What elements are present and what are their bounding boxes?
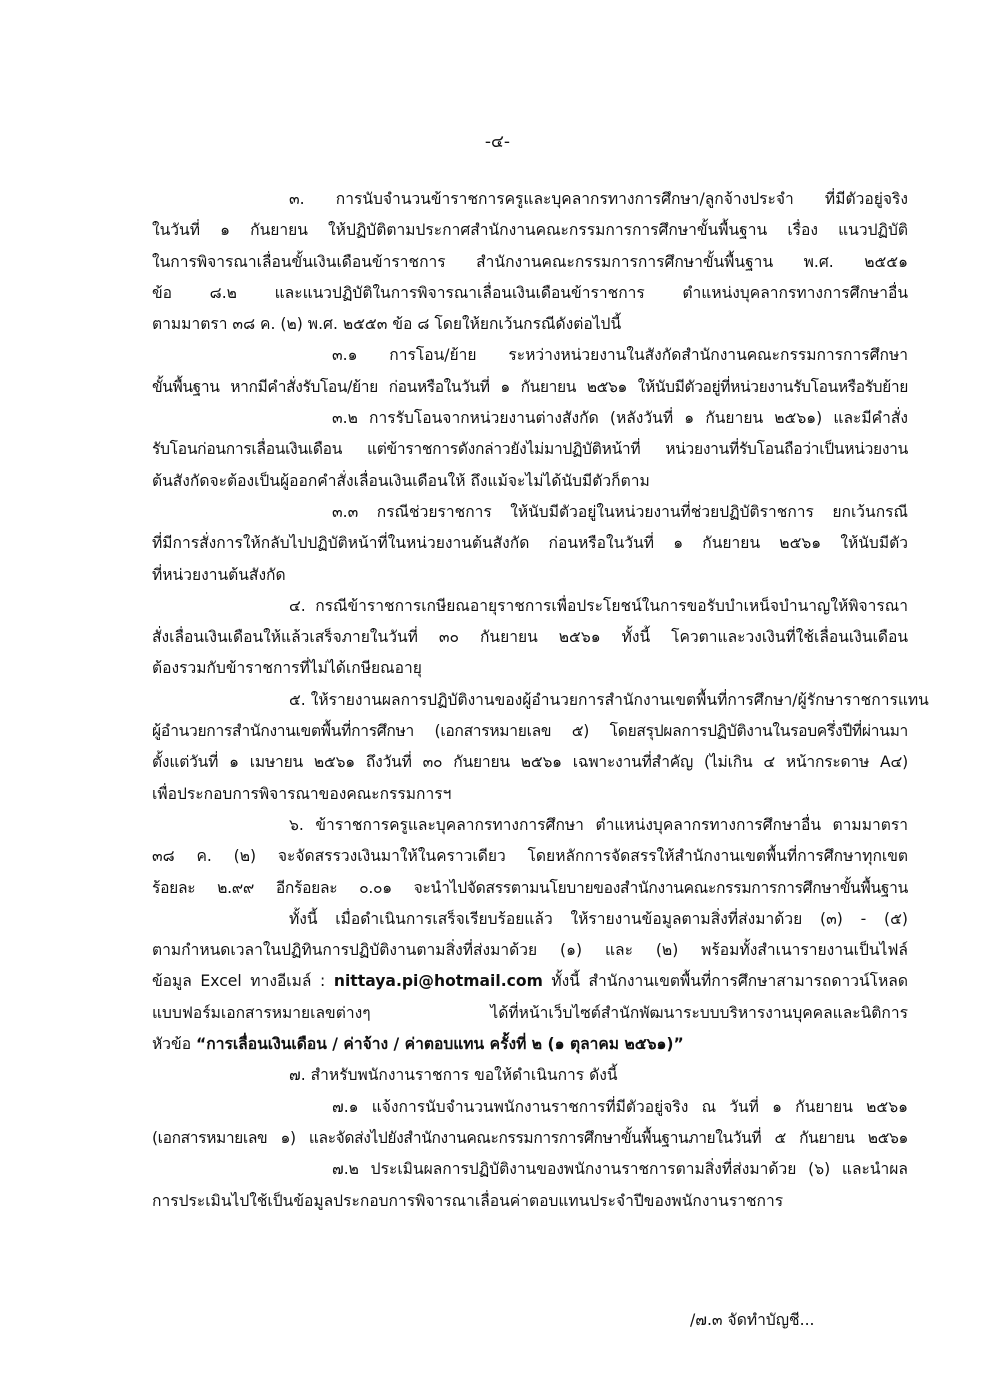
paragraph-note-line <box>152 1029 908 1060</box>
download-note: ทั้งนี้ สำนักงานเขตพื้นที่การศึกษาสามารถดาวน์โหลด <box>551 972 908 991</box>
page-number: -๔- <box>484 132 511 152</box>
paragraph-6-line: ร้อยละ ๒.๙๙ อีกร้อยละ ๐.๐๑ จะนำไปจัดสรรตามนโยบายของสำนักงานคณะกรรมการการศึกษาขั้นพื้นฐาน <box>152 878 908 897</box>
paragraph-note-line: แบบฟอร์มเอกสารหมายเลขต่างๆ ได้ที่หน้าเว็บไซต์สำนักพัฒนาระบบบริหารงานบุคคลและนิติการ <box>152 1003 908 1022</box>
paragraph-5-line: เพื่อประกอบการพิจารณาของคณะกรรมการฯ <box>152 784 452 803</box>
paragraph-3-line: ในวันที่ ๑ กันยายน ให้ปฏิบัติตามประกาศสำนักงานคณะกรรมการการศึกษาขั้นพื้นฐาน เรื่อง แนวปฏิบัติ <box>152 221 908 240</box>
paragraph-7-line: ๗. สำหรับพนักงานราชการ ขอให้ดำเนินการ ดังนี้ <box>289 1066 618 1085</box>
paragraph-3-2-line: ต้นสังกัดจะต้องเป็นผู้ออกคำสั่งเลื่อนเงินเดือนให้ ถึงแม้จะไม่ได้นับมีตัวก็ตาม <box>152 471 650 490</box>
paragraph-4-line: ต้องรวมกับข้าราชการที่ไม่ได้เกษียณอายุ <box>152 659 422 678</box>
paragraph-3-3-line: ที่มีการสั่งการให้กลับไปปฏิบัติหน้าที่ในหน่วยงานต้นสังกัด ก่อนหรือในวันที่ ๑ กันยายน ๒๕๖๑ ให้นับมีตัว <box>152 534 908 553</box>
paragraph-note-line <box>152 966 908 997</box>
paragraph-3-line: ตามมาตรา ๓๘ ค. (๒) พ.ศ. ๒๕๕๓ ข้อ ๘ โดยให้ยกเว้นกรณีดังต่อไปนี้ <box>152 315 622 334</box>
paragraph-3-2-line: รับโอนก่อนการเลื่อนเงินเดือน แต่ข้าราชการดังกล่าวยังไม่มาปฏิบัติหน้าที่ หน่วยงานที่รับโอนถือว่าเป็นหน่วยงาน <box>152 440 908 459</box>
paragraph-note-line: ทั้งนี้ เมื่อดำเนินการเสร็จเรียบร้อยแล้ว ให้รายงานข้อมูลตามสิ่งที่ส่งมาด้วย (๓) - (๕) <box>289 909 908 928</box>
paragraph-6-line: ๓๘ ค. (๒) จะจัดสรรวงเงินมาให้ในคราวเดียว โดยหลักการจัดสรรให้สำนักงานเขตพื้นที่การศึกษาทุกเขต <box>152 847 908 866</box>
continuation-note: /๗.๓ จัดทำบัญชี... <box>690 1311 815 1329</box>
topic-label: หัวข้อ <box>152 1035 192 1054</box>
paragraph-4-line: ๔. กรณีข้าราชการเกษียณอายุราชการเพื่อประโยชน์ในการขอรับบำเหน็จบำนาญให้พิจารณา <box>289 596 908 615</box>
paragraph-7-1-line: (เอกสารหมายเลข ๑) และจัดส่งไปยังสำนักงานคณะกรรมการการศึกษาขั้นพื้นฐานภายในวันที่ ๕ กันยายน ๒๕๖๑ <box>152 1128 908 1147</box>
paragraph-7-1-line: ๗.๑ แจ้งการนับจำนวนพนักงานราชการที่มีตัวอยู่จริง ณ วันที่ ๑ กันยายน ๒๕๖๑ <box>332 1097 908 1116</box>
document-body <box>152 184 929 1217</box>
paragraph-note-line: ตามกำหนดเวลาในปฏิทินการปฏิบัติงานตามสิ่งที่ส่งมาด้วย (๑) และ (๒) พร้อมทั้งสำเนารายงานเป็นไฟล์ <box>152 941 908 960</box>
paragraph-5-line: ๕. ให้รายงานผลการปฏิบัติงานของผู้อำนวยการสำนักงานเขตพื้นที่การศึกษา/ผู้รักษาราชการแทน <box>289 690 929 709</box>
email-label: ข้อมูล Excel ทางอีเมล์ : <box>152 972 326 991</box>
paragraph-4-line: สั่งเลื่อนเงินเดือนให้แล้วเสร็จภายในวันที่ ๓๐ กันยายน ๒๕๖๑ ทั้งนี้ โควตาและวงเงินที่ใช้เลื่อนเงินเดือน <box>152 628 908 647</box>
paragraph-3-3-line: ๓.๓ กรณีช่วยราชการ ให้นับมีตัวอยู่ในหน่วยงานที่ช่วยปฏิบัติราชการ ยกเว้นกรณี <box>332 502 908 521</box>
paragraph-3-1-line: ๓.๑ การโอน/ย้าย ระหว่างหน่วยงานในสังกัดสำนักงานคณะกรรมการการศึกษา <box>332 346 908 365</box>
paragraph-3-1-line: ขั้นพื้นฐาน หากมีคำสั่งรับโอน/ย้าย ก่อนหรือในวันที่ ๑ กันยายน ๒๕๖๑ ให้นับมีตัวอยู่ที่หน่วยงานรับโอนหรือรับย้าย <box>152 377 908 396</box>
paragraph-3-3-line: ที่หน่วยงานต้นสังกัด <box>152 565 286 584</box>
paragraph-7-2-line: การประเมินไปใช้เป็นข้อมูลประกอบการพิจารณาเลื่อนค่าตอบแทนประจำปีของพนักงานราชการ <box>152 1191 784 1210</box>
paragraph-5-line: ตั้งแต่วันที่ ๑ เมษายน ๒๕๖๑ ถึงวันที่ ๓๐ กันยายน ๒๕๖๑ เฉพาะงานที่สำคัญ (ไม่เกิน ๔ หน้ากระดาษ A๔) <box>152 753 908 772</box>
paragraph-5-line: ผู้อำนวยการสำนักงานเขตพื้นที่การศึกษา (เอกสารหมายเลข ๕) โดยสรุปผลการปฏิบัติงานในรอบครึ่งปีที่ผ่านมา <box>152 722 908 741</box>
paragraph-3-line: ข้อ ๘.๒ และแนวปฏิบัติในการพิจารณาเลื่อนเงินเดือนข้าราชการ ตำแหน่งบุคลากรทางการศึกษาอื่น <box>152 283 908 302</box>
paragraph-3-2-line: ๓.๒ การรับโอนจากหน่วยงานต่างสังกัด (หลังวันที่ ๑ กันยายน ๒๕๖๑) และมีคำสั่ง <box>332 409 908 428</box>
topic-title: “การเลื่อนเงินเดือน / ค่าจ้าง / ค่าตอบแทน ครั้งที่ ๒ (๑ ตุลาคม ๒๕๖๑)” <box>196 1035 684 1054</box>
paragraph-7-2-line: ๗.๒ ประเมินผลการปฏิบัติงานของพนักงานราชการตามสิ่งที่ส่งมาด้วย (๖) และนำผล <box>332 1160 908 1179</box>
paragraph-3-line: ในการพิจารณาเลื่อนขั้นเงินเดือนข้าราชการ สำนักงานคณะกรรมการการศึกษาขั้นพื้นฐาน พ.ศ. ๒๕๕๑ <box>152 252 908 271</box>
email-address: nittaya.pi@hotmail.com <box>333 972 543 991</box>
paragraph-3-line: ๓. การนับจำนวนข้าราชการครูและบุคลากรทางการศึกษา/ลูกจ้างประจำ ที่มีตัวอยู่จริง <box>289 190 908 208</box>
paragraph-6-line: ๖. ข้าราชการครูและบุคลากรทางการศึกษา ตำแหน่งบุคลากรทางการศึกษาอื่น ตามมาตรา <box>289 815 908 834</box>
